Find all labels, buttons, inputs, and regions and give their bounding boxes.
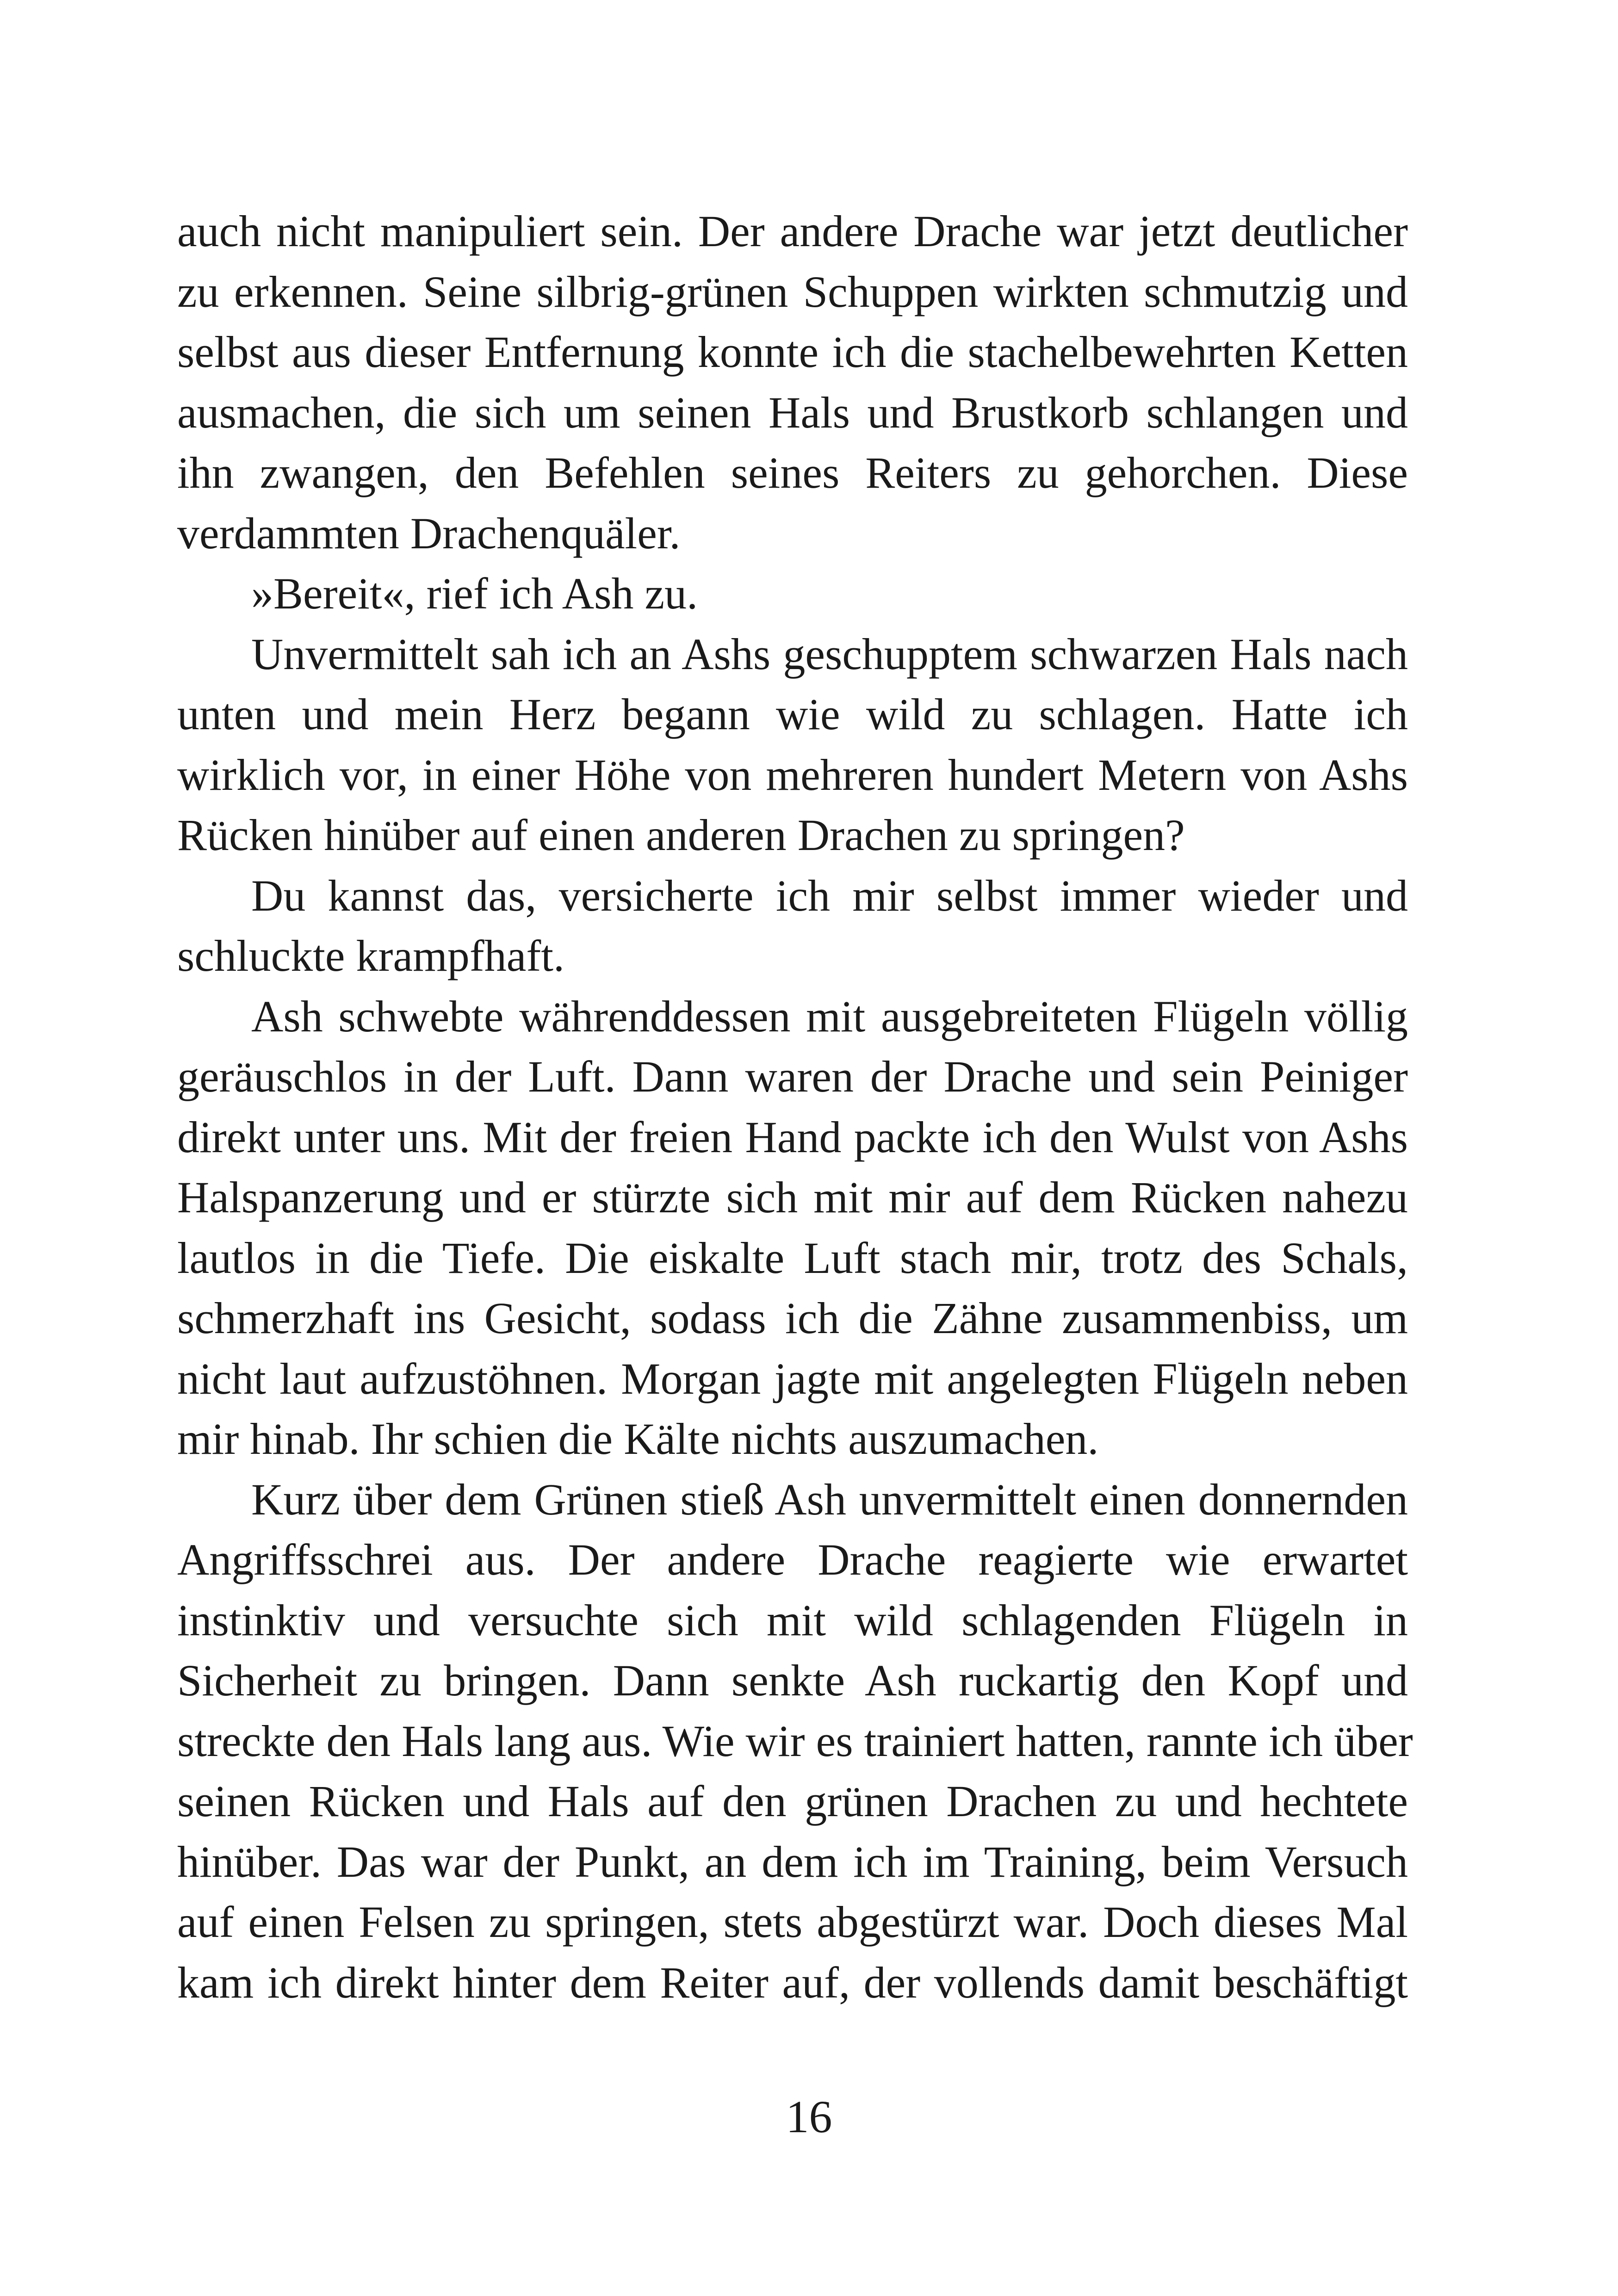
paragraph [177, 624, 1408, 866]
paragraph [177, 866, 1408, 987]
text-line: Sicherheit zu bringen. Dann senkte Ash ruckartig den Kopf und [177, 1656, 1408, 1705]
paragraph [177, 1470, 1413, 2013]
text-line: selbst aus dieser Entfernung konnte ich die stachelbewehrten Ketten [177, 327, 1408, 377]
text-line: instinktiv und versuchte sich mit wild schlagenden Flügeln in [177, 1595, 1408, 1645]
text-line: hinüber. Das war der Punkt, an dem ich im Training, beim Versuch [177, 1837, 1408, 1886]
text-line: verdammten Drachenquäler. [177, 508, 681, 558]
text-line: kam ich direkt hinter dem Reiter auf, der vollends damit beschäftigt [177, 1957, 1408, 2007]
text-line: Angriffsschrei aus. Der andere Drache reagierte wie erwartet [177, 1535, 1408, 1584]
body-text [177, 201, 1413, 2013]
text-line: direkt unter uns. Mit der freien Hand packte ich den Wulst von Ashs [177, 1112, 1408, 1162]
text-line: auch nicht manipuliert sein. Der andere Drache war jetzt deutlicher [177, 206, 1408, 256]
text-line: ausmachen, die sich um seinen Hals und Brustkorb schlangen und [177, 387, 1408, 437]
text-line: streckte den Hals lang aus. Wie wir es trainiert hatten, rannte ich über [177, 1716, 1413, 1766]
text-line: zu erkennen. Seine silbrig-grünen Schuppen wirkten schmutzig und [177, 267, 1408, 316]
text-line: schluckte krampfhaft. [177, 931, 564, 980]
text-line: Halspanzerung und er stürzte sich mit mir auf dem Rücken nahezu [177, 1173, 1408, 1222]
text-line: lautlos in die Tiefe. Die eiskalte Luft stach mir, trotz des Schals, [177, 1233, 1408, 1283]
text-line: seinen Rücken und Hals auf den grünen Drachen zu und hechtete [177, 1776, 1408, 1826]
text-line: Rücken hinüber auf einen anderen Drachen zu springen? [177, 810, 1185, 860]
text-line: unten und mein Herz begann wie wild zu schlagen. Hatte ich [177, 689, 1408, 739]
text-line: Kurz über dem Grünen stieß Ash unvermittelt einen donnernden [251, 1474, 1408, 1524]
text-line: wirklich vor, in einer Höhe von mehreren hundert Metern von Ashs [177, 750, 1408, 800]
page-number: 16 [786, 2091, 832, 2142]
text-line: mir hinab. Ihr schien die Kälte nichts auszumachen. [177, 1414, 1099, 1464]
text-line: ihn zwangen, den Befehlen seines Reiters zu gehorchen. Diese [177, 448, 1408, 497]
text-line: »Bereit«, rief ich Ash zu. [251, 569, 698, 618]
paragraph [177, 564, 1408, 624]
text-line: Unvermittelt sah ich an Ashs geschupptem schwarzen Hals nach [251, 629, 1408, 679]
text-line: nicht laut aufzustöhnen. Morgan jagte mit angelegten Flügeln neben [177, 1353, 1408, 1403]
text-line: geräuschlos in der Luft. Dann waren der Drache und sein Peiniger [177, 1052, 1408, 1101]
text-line: schmerzhaft ins Gesicht, sodass ich die Zähne zusammenbiss, um [177, 1293, 1408, 1343]
text-line: Ash schwebte währenddessen mit ausgebreiteten Flügeln völlig [251, 991, 1408, 1041]
text-line: auf einen Felsen zu springen, stets abgestürzt war. Doch dieses Mal [177, 1897, 1408, 1947]
paragraph [177, 987, 1408, 1470]
text-line: Du kannst das, versicherte ich mir selbst immer wieder und [251, 870, 1408, 920]
paragraph [177, 201, 1408, 564]
